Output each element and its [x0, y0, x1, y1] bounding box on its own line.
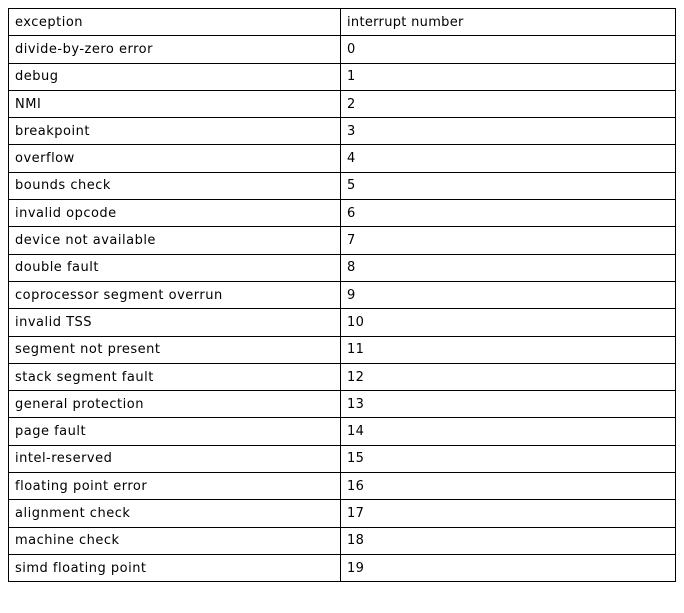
exception-table-container [8, 8, 676, 582]
column-header-exception: exception [9, 9, 341, 36]
interrupt-number-cell: 2 [341, 90, 676, 117]
table-row [9, 418, 676, 445]
exception-cell: segment not present [9, 336, 341, 363]
interrupt-number-cell: 4 [341, 145, 676, 172]
exception-cell: machine check [9, 527, 341, 554]
table-row [9, 391, 676, 418]
exception-cell: bounds check [9, 172, 341, 199]
exception-cell: double fault [9, 254, 341, 281]
interrupt-number-cell: 1 [341, 63, 676, 90]
table-row [9, 172, 676, 199]
exception-cell: NMI [9, 90, 341, 117]
interrupt-number-cell: 3 [341, 118, 676, 145]
table-row [9, 145, 676, 172]
table-row [9, 527, 676, 554]
table-row [9, 309, 676, 336]
interrupt-number-cell: 6 [341, 200, 676, 227]
interrupt-number-cell: 12 [341, 363, 676, 390]
table-row [9, 281, 676, 308]
exception-cell: breakpoint [9, 118, 341, 145]
table-row [9, 554, 676, 581]
interrupt-number-cell: 14 [341, 418, 676, 445]
interrupt-number-cell: 10 [341, 309, 676, 336]
table-row [9, 473, 676, 500]
table-row [9, 500, 676, 527]
interrupt-number-cell: 5 [341, 172, 676, 199]
exception-cell: overflow [9, 145, 341, 172]
table-row [9, 90, 676, 117]
interrupt-number-cell: 16 [341, 473, 676, 500]
exception-cell: simd floating point [9, 554, 341, 581]
table-row [9, 336, 676, 363]
exception-cell: coprocessor segment overrun [9, 281, 341, 308]
exception-cell: divide-by-zero error [9, 36, 341, 63]
column-header-interrupt-number: interrupt number [341, 9, 676, 36]
interrupt-number-cell: 7 [341, 227, 676, 254]
table-row [9, 200, 676, 227]
interrupt-number-cell: 8 [341, 254, 676, 281]
table-row [9, 363, 676, 390]
interrupt-number-cell: 18 [341, 527, 676, 554]
table-row [9, 118, 676, 145]
interrupt-number-cell: 9 [341, 281, 676, 308]
interrupt-number-cell: 19 [341, 554, 676, 581]
table-row [9, 63, 676, 90]
exception-cell: invalid TSS [9, 309, 341, 336]
table-row [9, 36, 676, 63]
exception-cell: invalid opcode [9, 200, 341, 227]
exception-table [8, 8, 676, 582]
exception-cell: stack segment fault [9, 363, 341, 390]
exception-cell: alignment check [9, 500, 341, 527]
table-row [9, 254, 676, 281]
interrupt-number-cell: 13 [341, 391, 676, 418]
exception-cell: intel-reserved [9, 445, 341, 472]
interrupt-number-cell: 17 [341, 500, 676, 527]
table-row [9, 445, 676, 472]
exception-cell: device not available [9, 227, 341, 254]
exception-cell: debug [9, 63, 341, 90]
table-header-row [9, 9, 676, 36]
interrupt-number-cell: 15 [341, 445, 676, 472]
interrupt-number-cell: 11 [341, 336, 676, 363]
exception-cell: general protection [9, 391, 341, 418]
table-row [9, 227, 676, 254]
exception-cell: floating point error [9, 473, 341, 500]
exception-cell: page fault [9, 418, 341, 445]
interrupt-number-cell: 0 [341, 36, 676, 63]
